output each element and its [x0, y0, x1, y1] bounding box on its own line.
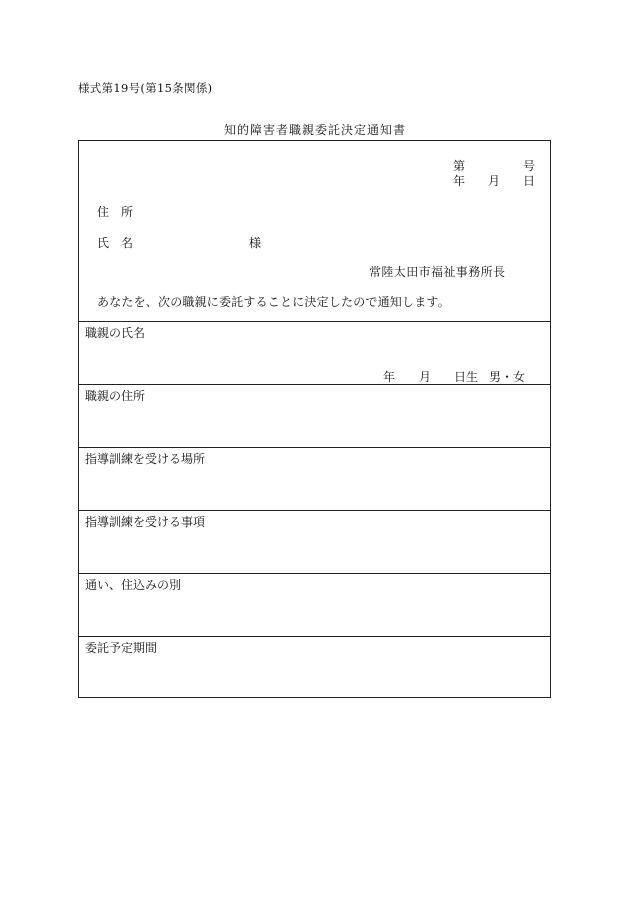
honorific-sama: 様 — [249, 236, 262, 250]
notice-text: あなたを、次の職親に委託することに決定したので通知します。 — [97, 295, 450, 309]
recipient-name-label: 氏 名 — [97, 236, 134, 250]
form-frame — [78, 140, 551, 698]
form-number: 様式第19号(第15条関係) — [78, 81, 213, 95]
divider — [79, 447, 550, 448]
divider — [79, 636, 550, 637]
birth-year: 年 — [383, 370, 396, 384]
document-title: 知的障害者職親委託決定通知書 — [223, 123, 406, 137]
training-items-label: 指導訓練を受ける事項 — [85, 515, 206, 529]
divider — [79, 573, 550, 574]
issuer: 常陸太田市福祉事務所長 — [369, 265, 506, 279]
number-suffix: 号 — [523, 159, 536, 173]
recipient-address-label: 住 所 — [97, 205, 134, 219]
training-place-label: 指導訓練を受ける場所 — [85, 452, 206, 466]
date-day: 日 — [523, 174, 536, 188]
birth-month: 月 — [419, 370, 432, 384]
sex-options: 男・女 — [489, 370, 526, 384]
birth-day: 日生 — [454, 370, 479, 384]
date-year: 年 — [453, 174, 466, 188]
caretaker-name-label: 職親の氏名 — [85, 326, 146, 340]
date-month: 月 — [488, 174, 501, 188]
divider — [79, 510, 550, 511]
number-prefix: 第 — [453, 159, 466, 173]
divider — [79, 321, 550, 322]
caretaker-address-label: 職親の住所 — [85, 389, 146, 403]
commute-type-label: 通い、住込みの別 — [85, 578, 182, 592]
divider — [79, 384, 550, 385]
entrustment-period-label: 委託予定期間 — [85, 641, 158, 655]
